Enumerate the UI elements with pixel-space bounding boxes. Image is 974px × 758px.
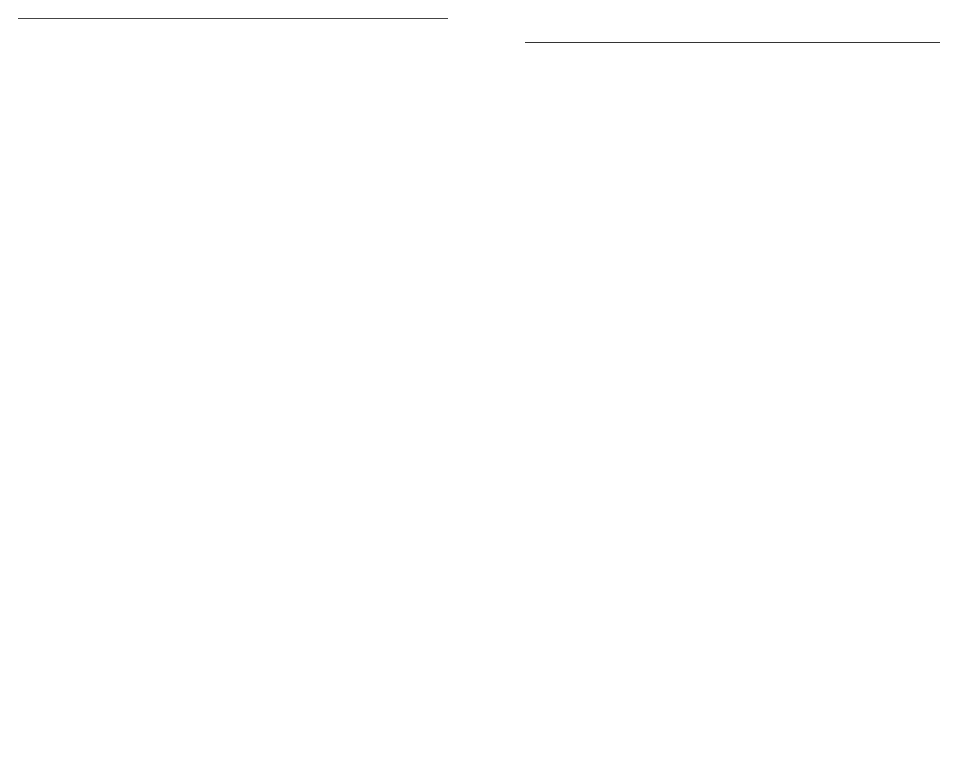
motto (18, 16, 448, 19)
divider (525, 42, 940, 43)
sermon-page (487, 0, 974, 758)
